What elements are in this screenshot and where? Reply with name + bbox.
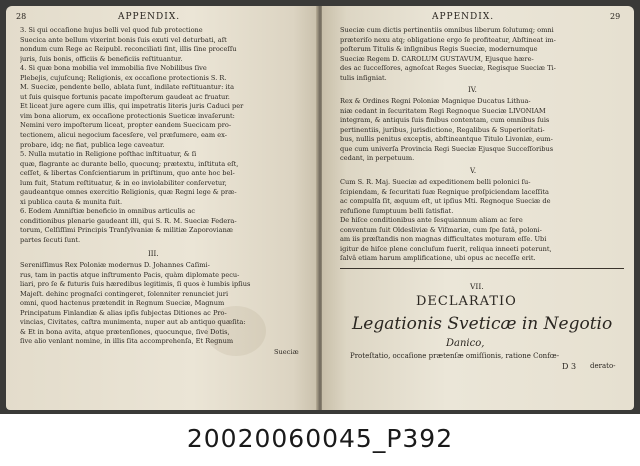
danico-title: Danico, <box>446 338 485 349</box>
legation-title: Legationis Sveticæ in Negotio <box>352 314 613 334</box>
section-iv: IV. <box>468 86 477 94</box>
text-line: gaudeantque omnes exercitio Religionis, quæ Regni lege & præ- <box>20 188 237 197</box>
text-line: torum, Celſiſſimi Principis Tranſylvaniæ & militiæ Zaporovianæ <box>20 226 234 235</box>
text-line: Sueciæ cum dictis pertinentiis omnibus liberum ſolutumq; omni <box>340 26 554 34</box>
text-line: am iis præſtandis non magnas difficultates moturam eſſe. Ubi <box>340 235 547 244</box>
text-line: Cum S. R. Maj. Sueciæ ad expeditionem belli polonici ſu- <box>340 178 531 186</box>
text-line: vincias, Civitates, caſtra munimenta, nuper aut ab antiquo quæſita: <box>20 318 246 327</box>
text-line: Majeſt. dehinc prognaſci contingeret, ſolenniter renunciet juri <box>20 289 229 298</box>
text-line: lum fuit, Statum reſtituatur, & in eo inviolabiliter conſervetur, <box>20 178 227 187</box>
text-line: refuſione ſumptuum belli ſatisfiat. <box>340 206 454 215</box>
text-line: bus, nullis penitus exceptis, abſtineantque Titulo Livoniæ, eum- <box>340 135 553 144</box>
text-line: juris, ſuis bonis, officiis & beneficiis reſtituantur. <box>20 54 183 63</box>
text-line: M. Sueciæ, pendente bello, ablata ſunt, indilate reſtituantur: ita <box>20 83 235 92</box>
text-line: Rex & Ordines Regni Poloniæ Magnique Ducatus Lithua- <box>340 97 531 105</box>
left-page-header: APPENDIX. <box>118 12 181 22</box>
text-line: nondum cum Rege ac Reipubl. reconciliati ſint, illis ſine proceſſu <box>20 45 237 54</box>
protestation-line: Proteſtatio, occaſione prætenſæ omiſſionis, ratione Confœ- <box>350 352 560 360</box>
text-line: poſterum Titulis & inſignibus Regis Sueciæ, modernumque <box>340 45 538 54</box>
text-line: tectionem, alicui negocium facesſere, vel præſumere, eam ex- <box>20 131 227 140</box>
text-line: ſcipiendam, & ſecuritati ſuæ Regnique proſpiciendam laceſſita <box>340 187 549 196</box>
section-vii: VII. <box>470 282 484 291</box>
left-page <box>6 6 318 410</box>
right-body-text <box>340 26 628 83</box>
text-line: xi publica cauta & munita fuit. <box>20 197 123 206</box>
text-line: Sueciæ Regem D. CAROLUM GUSTAVUM, Ejusque hære- <box>340 54 534 63</box>
text-line: que cum univerſa Provincia Regi Sueciæ Ejusque Succeſſoribus <box>340 144 554 153</box>
text-line: Sereniſſimus Rex Poloniæ modernus D. Johannes Caſimi- <box>20 261 210 269</box>
text-line: conditionibus plenarie gaudeant illi, qui S. R. M. Sueciæ Federa- <box>20 216 237 225</box>
text-line: Principatum Finlandiæ & alias ipſis ſubjectas Ditiones ac Pro- <box>20 308 227 317</box>
text-line: ut ſuis quisque fortunis pacate impoſterum gaudeat ac fruatur. <box>20 92 230 101</box>
right-body-text-v <box>340 178 628 264</box>
right-body-text-iv <box>340 97 628 164</box>
text-line: niæ cedant in ſecuritatem Regi Regnoque Sueciæ LIVONIAM <box>340 106 546 115</box>
right-catchword: derato- <box>590 362 616 370</box>
text-line: & Et in bona avita, atque prætenſiones, quocunque, ſive Dotis, <box>20 327 230 336</box>
text-line: ceſſet, & libertas Conſcientiarum in priſtinum, quo ante hoc bel- <box>20 169 235 178</box>
text-line: vim bona aliorum, ex occaſione protectionis Sueticæ invaſerunt: <box>20 111 235 120</box>
text-line: Plebejis, cujuſcunq; Religionis, ex occaſione protectionis S. R. <box>20 73 227 82</box>
text-line: rus, tam in pactis atque inſtrumento Pacis, quàm diplomate pecu- <box>20 270 240 279</box>
text-line: ac compulſa ſit, æquum eſt, ut ipſius Mti. Regnoque Sueciæ de <box>340 197 551 206</box>
caption-id: 20020060045_P392 <box>186 424 454 453</box>
text-line: cedant, in perpetuum. <box>340 154 415 163</box>
left-catchword: Sueciæ <box>274 348 299 356</box>
text-line: 3. Si qui occaſione hujus belli vel quod ſub protectione <box>20 26 203 34</box>
right-page <box>322 6 634 410</box>
text-line: omni, quod hactenus prætendit in Regnum Sueciæ, Magnum <box>20 299 225 308</box>
left-page-number: 28 <box>16 12 27 21</box>
declaration-title: DECLARATIO <box>416 294 517 309</box>
right-page-number: 29 <box>610 12 621 21</box>
text-line: probare, idq; ne fiat, publica lege caveatur. <box>20 140 165 149</box>
separator-rule <box>340 268 624 269</box>
image-caption <box>0 414 640 466</box>
left-section-numeral: III. <box>148 250 159 258</box>
text-line: 6. Eodem Amniſtiæ beneficio in omnibus articulis ac <box>20 207 196 216</box>
section-v: V. <box>470 167 477 175</box>
text-line: liari, pro ſe & futuris ſuis hæredibus legitimis, ſi quos è lumbis ipſius <box>20 280 251 289</box>
text-line: Nemini vero impoſterum liceat, propter eandem Suecicam pro- <box>20 121 232 130</box>
text-line: ſalvâ etiam harum amplificatione, ubi opus ac neceſſe erit. <box>340 254 536 263</box>
text-line: pertinentiis, juribus, jurisdictione, Regalibus & Superiorítati- <box>340 125 545 134</box>
text-line: præteriſo nexu atq; obligatione ergo ſe profiteatur, Abſtineat im- <box>340 35 556 44</box>
text-line: Suecica ante bellum vixerint bonis ſuis exuti vel deturbati, aſt <box>20 35 227 44</box>
text-line: integram, & antiquis ſuis finibus contentam, cum omnibus ſuis <box>340 116 550 125</box>
text-line: De hiſce conditionibus ante ſesquiannum aliam ac ſere <box>340 216 523 225</box>
text-line: conventum ſuit Oldesliviæ & Viſmariæ, cum ſpe ſatâ, poloni- <box>340 225 542 234</box>
signature-mark: D 3 <box>562 362 577 371</box>
text-line: tulis inſigniat. <box>340 73 387 82</box>
text-line: 4. Si quæ bona mobilia vel immobilia ſive Nobilibus ſive <box>20 64 207 73</box>
text-line: 5. Nulla mutatio in Religione poſthac inſtituatur, & ſi <box>20 150 197 159</box>
text-line: ſive alio venlant nomine, in illis ſita accomprehenſa, Et Regnum <box>20 337 234 346</box>
left-body-text-2 <box>20 261 310 347</box>
text-line: des ac ſucceſſores, agnoſcat Reges Sueciæ, Regisque Sueciæ Ti- <box>340 64 556 73</box>
text-line: partes ſecuti ſunt. <box>20 236 81 245</box>
open-book <box>6 6 634 410</box>
text-line: Et liceat jure agere cum illis, qui impetratis literis juris Caduci per <box>20 102 244 111</box>
right-page-header: APPENDIX. <box>432 12 495 22</box>
text-line: igitur de hiſce plene concluſum fuerit, reliqua inneeti poterunt, <box>340 244 552 253</box>
text-line: quæ, flagrante ac durante bello, quocunq; prætextu, inſtituta eſt, <box>20 159 239 168</box>
left-body-text <box>20 26 310 246</box>
